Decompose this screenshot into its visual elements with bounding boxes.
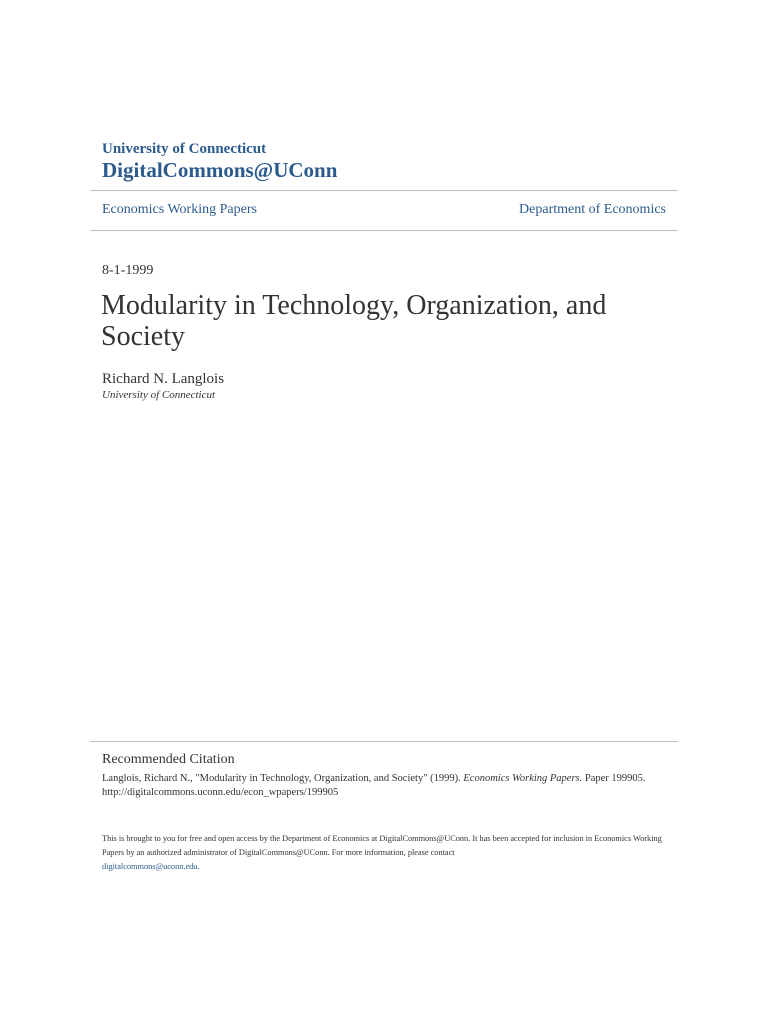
series-link[interactable]: Economics Working Papers bbox=[102, 202, 257, 217]
paper-title: Modularity in Technology, Organization, and Society bbox=[101, 290, 607, 352]
citation-series: Economics Working Papers. bbox=[463, 773, 583, 784]
top-divider bbox=[90, 190, 678, 191]
repository-name[interactable]: DigitalCommons@UConn bbox=[102, 158, 338, 182]
author-affiliation: University of Connecticut bbox=[102, 389, 216, 401]
citation-paper-number: Paper 199905. bbox=[582, 773, 646, 784]
notice-text: This is brought to you for free and open access by the Department of Economics at DigitalCommons@UConn. It has been accepted for inclusion in Economics Working Papers by an authorized administrator of DigitalCommons@UConn. For more information, please contact bbox=[102, 834, 662, 857]
citation-prefix: Langlois, Richard N., "Modularity in Technology, Organization, and Society" (1999). bbox=[102, 773, 464, 784]
series-nav bbox=[102, 200, 666, 220]
open-access-notice bbox=[102, 832, 668, 874]
citation-heading: Recommended Citation bbox=[102, 752, 235, 767]
repository-header bbox=[102, 140, 337, 182]
notice-end: . bbox=[197, 862, 200, 871]
contact-email-link[interactable]: digitalcommons@uconn.edu bbox=[102, 862, 198, 871]
institution-name[interactable]: University of Connecticut bbox=[102, 141, 267, 157]
publication-date: 8-1-1999 bbox=[102, 263, 154, 278]
citation-divider bbox=[90, 741, 678, 742]
department-link[interactable]: Department of Economics bbox=[519, 202, 666, 217]
citation-url[interactable]: http://digitalcommons.uconn.edu/econ_wpapers/199905 bbox=[102, 787, 339, 798]
nav-divider bbox=[90, 230, 678, 231]
citation-text bbox=[102, 772, 668, 800]
author-name[interactable]: Richard N. Langlois bbox=[102, 371, 225, 387]
